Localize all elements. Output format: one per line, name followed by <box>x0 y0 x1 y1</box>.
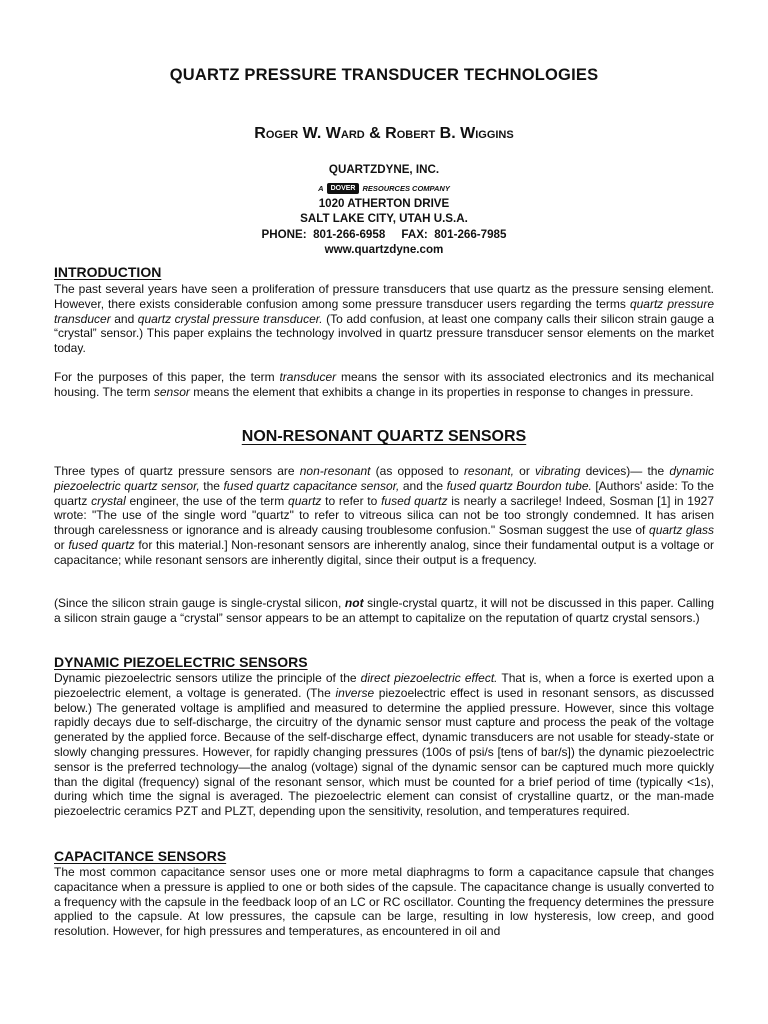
company-address: 1020 ATHERTON DRIVE <box>318 196 450 210</box>
logo-prefix: A <box>318 183 324 193</box>
capacitance-paragraph-1: The most common capacitance sensor uses one or more metal diaphragms to form a capacitance capsule that changes capacitance when a pressure is applied to one or both sides of the capsule. The capacitance change is usually converted to a frequency with the capsule in the feedback loop of an LC or RC oscillator. Counting the frequency determines the pressure applied to the capsule. At low pressures, the capsule can be large, resulting in low hysteresis, low creep, and good resolution. However, for high pressures and temperatures, as encountered in oil and <box>54 865 714 939</box>
company-city: SALT LAKE CITY, UTAH U.S.A. <box>300 212 468 225</box>
company-name: QUARTZDYNE, INC. <box>328 163 440 176</box>
company-logo <box>318 183 450 194</box>
authors: Roger W. Ward & Robert B. Wiggins <box>254 125 514 142</box>
logo-brand: DOVER <box>327 183 360 194</box>
document-title: QUARTZ PRESSURE TRANSDUCER TECHNOLOGIES <box>169 66 599 84</box>
capacitance-heading: CAPACITANCE SENSORS <box>54 848 227 864</box>
non-resonant-paragraph-2: (Since the silicon strain gauge is single-crystal silicon, not single-crystal quartz, it will not be discussed in this paper. Calling a silicon strain gauge a “crystal” sensor appears to be an attempt to capitalize on the reputation of quartz crystal sensors.) <box>54 596 714 625</box>
intro-paragraph-1: The past several years have seen a proliferation of pressure transducers that use quartz as the pressure sensing element. However, there exists considerable confusion among some pressure transducer users regarding the terms quartz pressure transducer and quartz crystal pressure transducer. (To add confusion, at least one company calls their silicon strain gauge a “crystal” sensor.) This paper explains the technology involved in quartz pressure transducer sensor elements on the market today. <box>54 282 715 356</box>
dynamic-paragraph-1: Dynamic piezoelectric sensors utilize the principle of the direct piezoelectric effect. That is, when a force is exerted upon a piezoelectric element, a voltage is generated. (The inverse piezoelectric effect is used in resonant sensors, as discussed below.) The generated voltage is amplified and measured to determine the applied pressure. However, since this voltage rapidly decays due to self-discharge, the circuitry of the dynamic sensor must capture and process the peak of the voltage generated by the applied force. Because of the self-discharge effect, dynamic transducers are not usable for steady-state or slowly changing pressures. However, for rapidly changing pressures (100s of psi/s [tens of bar/s]) the dynamic piezoelectric sensor is the preferred technology—the analog (voltage) signal of the dynamic sensor can be captured much more quickly than the digital (frequency) signal of the resonant sensor, which must be counted for a brief period of time (typically <1s), during which time the signal is averaged. The piezoelectric element can consist of crystalline quartz, or the man-made piezoelectric ceramics PZT and PLZT, depending upon the sensitivity, resolution, and temperatures required. <box>54 671 715 819</box>
non-resonant-paragraph-1: Three types of quartz pressure sensors are non-resonant (as opposed to resonant, or vibrating devices)— the dynamic piezoelectric quartz sensor, the fused quartz capacitance sensor, and the fused quartz Bourdon tube. [Authors' aside: To the quartz crystal engineer, the use of the term quartz to refer to fused quartz is nearly a sacrilege! Indeed, Sosman [1] in 1927 wrote: "The use of the single word "quartz" to refer to vitreous silica can not be too strongly condemned. It has arisen through carelessness or ignorance and is already causing troublesome confusion." Sosman suggest the use of quartz glass or fused quartz for this material.] Non-resonant sensors are inherently analog, since their fundamental output is a voltage or capacitance; while resonant sensors are inherently digital, since their output is a frequency. <box>54 464 715 567</box>
logo-suffix: RESOURCES COMPANY <box>362 183 450 193</box>
dynamic-heading: DYNAMIC PIEZOELECTRIC SENSORS <box>54 654 308 670</box>
intro-paragraph-2: For the purposes of this paper, the term transducer means the sensor with its associated electronics and its mechanical housing. The term sensor means the element that exhibits a change in its properties in response to changes in pressure. <box>54 370 714 399</box>
company-block <box>0 162 768 258</box>
non-resonant-heading: NON-RESONANT QUARTZ SENSORS <box>241 428 527 445</box>
company-website[interactable]: www.quartzdyne.com <box>324 243 444 256</box>
introduction-heading: INTRODUCTION <box>54 264 162 280</box>
company-phone-fax: PHONE: 801-266-6958 FAX: 801-266-7985 <box>261 227 507 241</box>
